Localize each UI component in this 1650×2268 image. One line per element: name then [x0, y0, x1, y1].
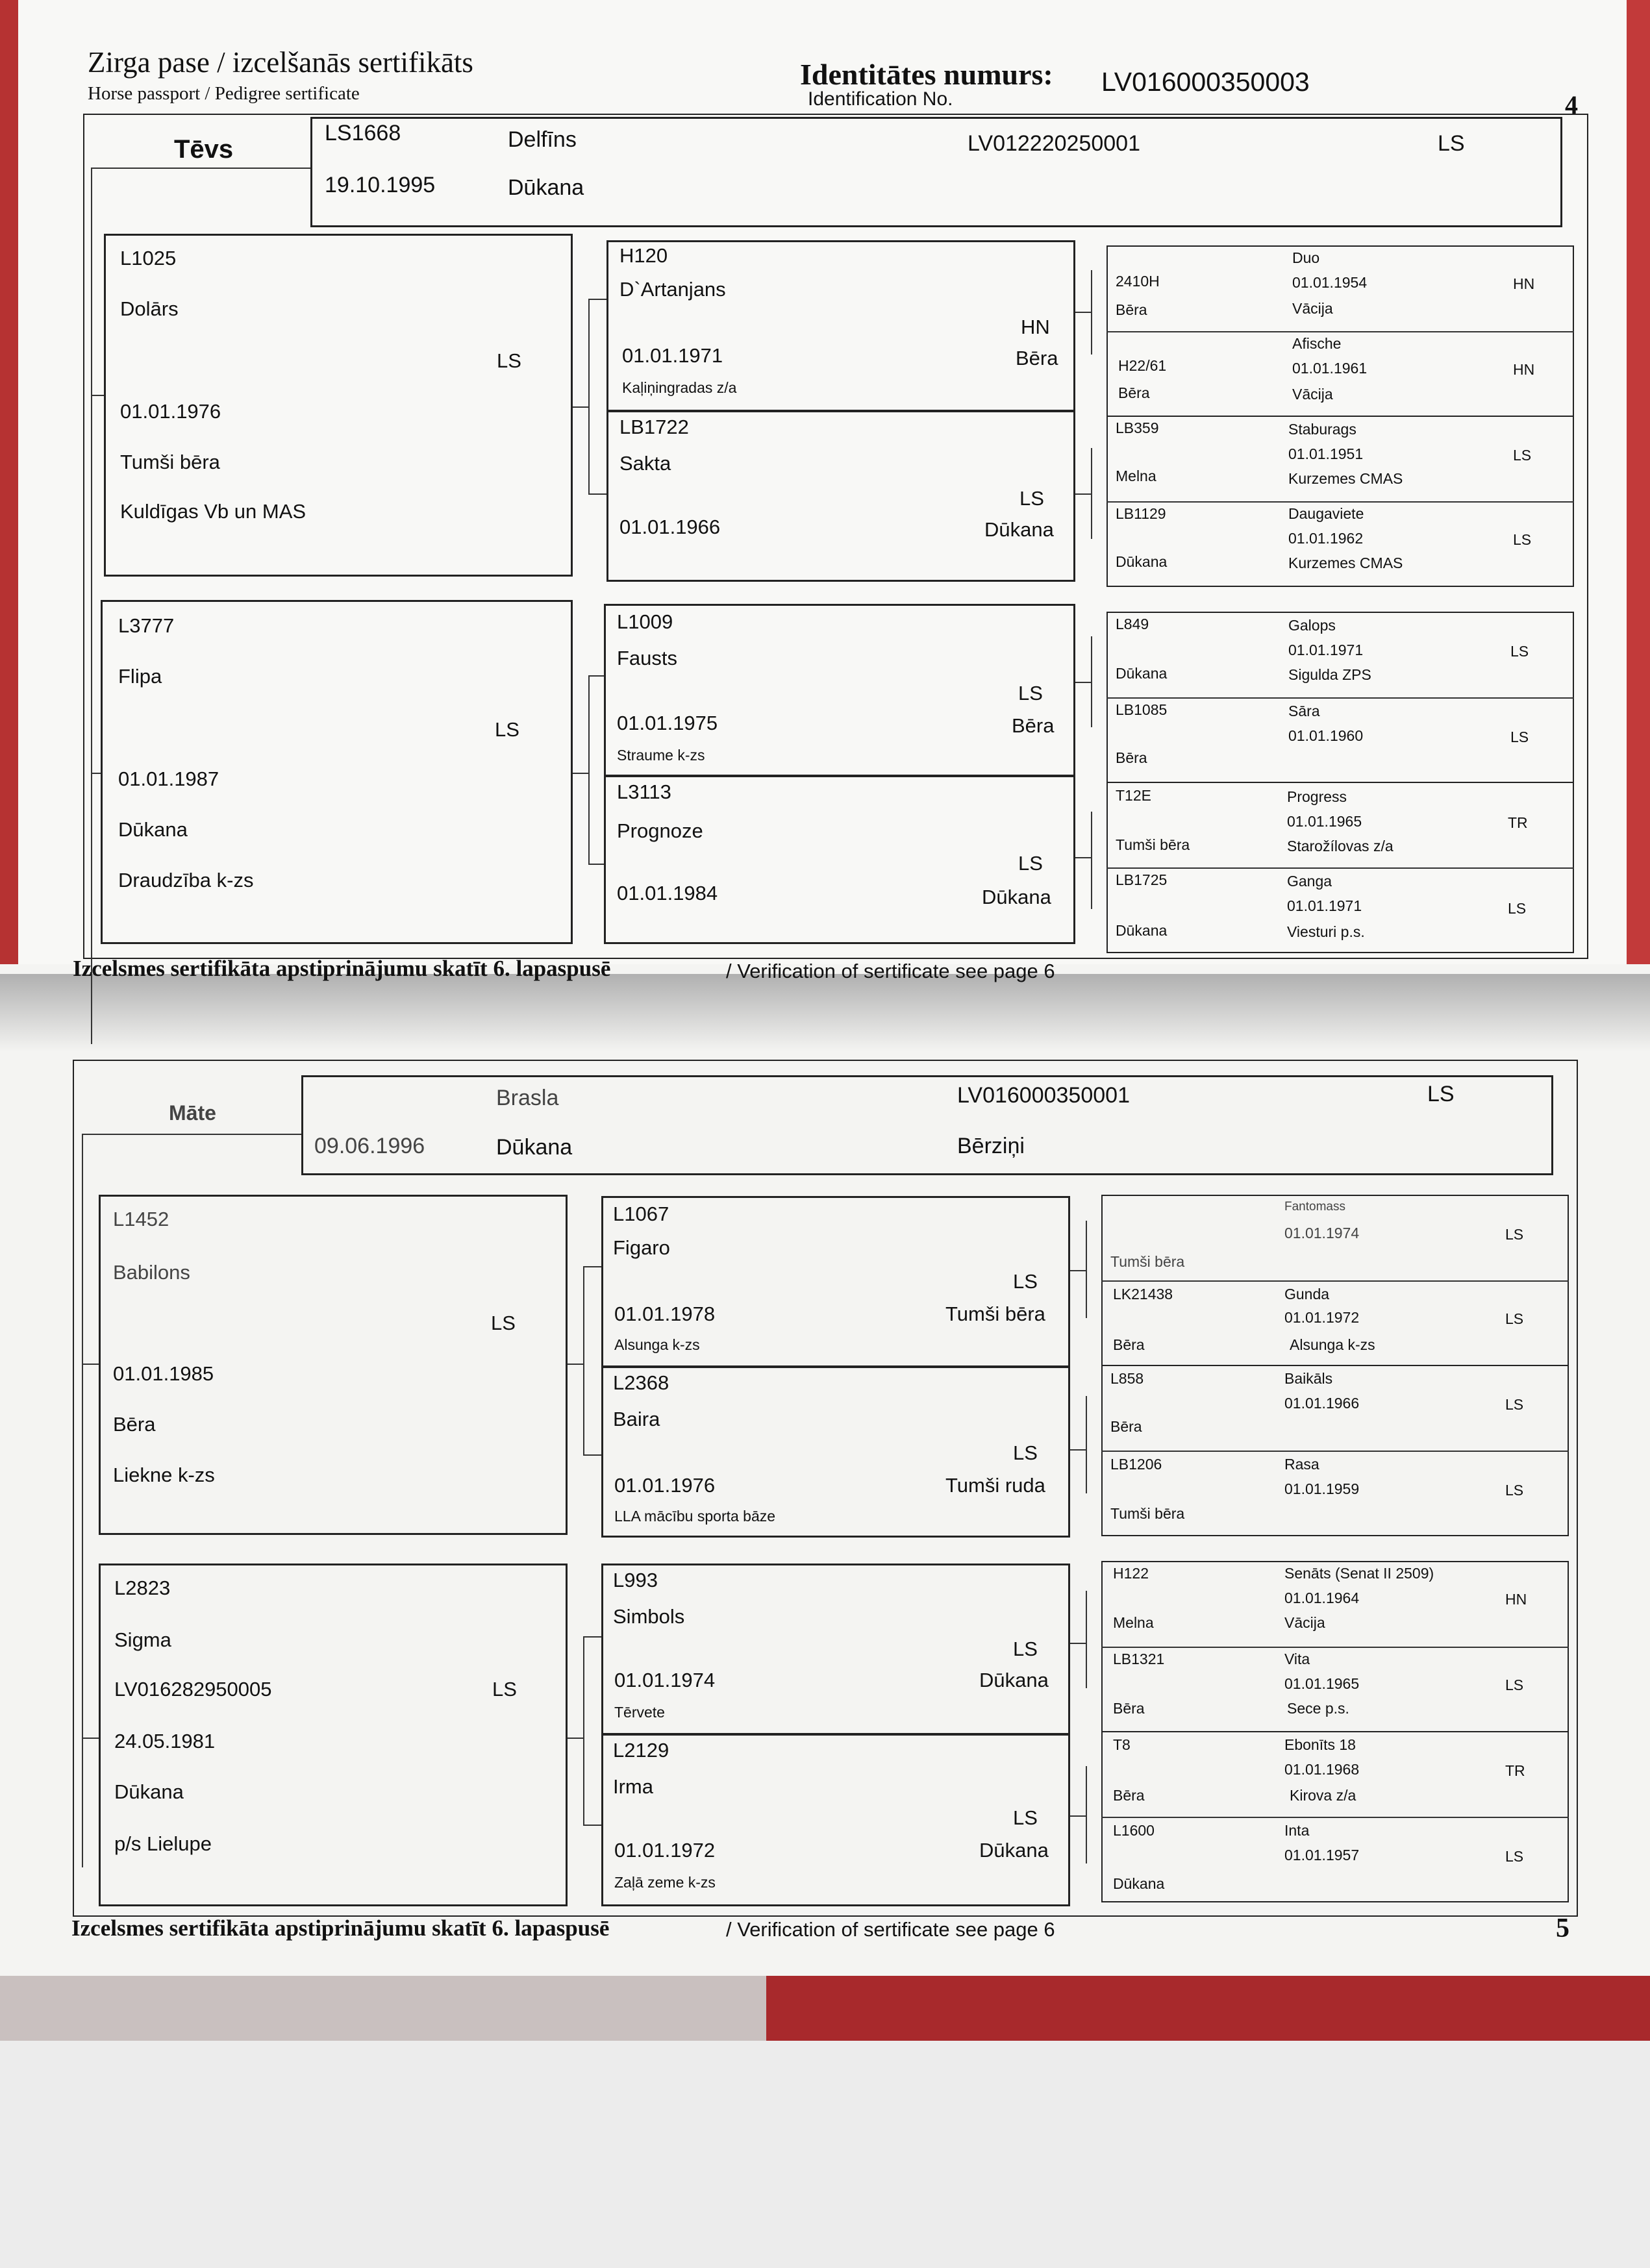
- connector: [91, 773, 101, 774]
- connector: [588, 864, 604, 865]
- gen3-dob: 01.01.1971: [622, 344, 723, 367]
- gen4-reg: LB1321: [1113, 1651, 1165, 1667]
- connector: [1091, 270, 1092, 355]
- divider: [1101, 1817, 1569, 1818]
- gen4-color: Bēra: [1113, 1336, 1145, 1353]
- divider: [1101, 1647, 1569, 1648]
- gen4-reg: LK21438: [1113, 1286, 1173, 1302]
- sire-box: [310, 117, 1562, 227]
- gen4-color: Melna: [1113, 1614, 1154, 1631]
- gen4-breeder: Kurzemes CMAS: [1288, 470, 1403, 487]
- connector: [1075, 493, 1091, 495]
- page-number-right: 5: [1556, 1913, 1569, 1943]
- gen3-reg: L993: [613, 1569, 658, 1591]
- gen4-dob: 01.01.1962: [1288, 530, 1364, 547]
- gen4-dob: 01.01.1965: [1284, 1675, 1360, 1692]
- connector: [1091, 448, 1092, 539]
- gen4-dob: 01.01.1974: [1284, 1225, 1360, 1241]
- gen3-studbook: LS: [1019, 487, 1044, 510]
- sire-sire-reg: L1025: [120, 247, 177, 269]
- gen4-dob: 01.01.1959: [1284, 1480, 1360, 1497]
- dam-sire-reg: L1452: [113, 1208, 169, 1230]
- connector: [1091, 812, 1092, 909]
- gen3-color: Dūkana: [979, 1839, 1049, 1862]
- gen3-name: Simbols: [613, 1605, 685, 1628]
- gen4-color: Bēra: [1110, 1418, 1142, 1435]
- gen4-breeder: Vācija: [1292, 300, 1333, 317]
- dam-dam-reg: L2823: [114, 1576, 171, 1599]
- cover-edge-left: [0, 0, 18, 964]
- gen4-dob: 01.01.1972: [1284, 1309, 1360, 1326]
- connector: [573, 773, 588, 774]
- connector: [1086, 1396, 1087, 1493]
- connector: [583, 1454, 601, 1456]
- gen4-name: Galops: [1288, 617, 1336, 634]
- gen3-reg: L1009: [617, 610, 673, 633]
- dam-sire-name: Babilons: [113, 1261, 190, 1284]
- gen4-name: Senāts (Senat II 2509): [1284, 1565, 1434, 1582]
- dam-sire-dob: 01.01.1985: [113, 1362, 214, 1385]
- gen4-name: Staburags: [1288, 421, 1356, 438]
- gen3-color: Bēra: [1012, 714, 1055, 737]
- gen4-breeder: Alsunga k-zs: [1290, 1336, 1375, 1353]
- divider: [1106, 867, 1574, 869]
- connector: [82, 1134, 303, 1135]
- dam-sire-breeder: Liekne k-zs: [113, 1464, 215, 1486]
- gen4-breeder: Viesturi p.s.: [1287, 923, 1365, 940]
- gen4-name: Baikāls: [1284, 1370, 1333, 1387]
- gen4-studbook: TR: [1508, 814, 1528, 831]
- dam-ueln: LV016000350001: [957, 1083, 1130, 1108]
- connector: [1086, 1221, 1087, 1318]
- gen3-breeder: Kaļiņingradas z/a: [622, 379, 737, 396]
- connector: [91, 168, 92, 1044]
- connector: [583, 1825, 601, 1826]
- connector: [82, 1364, 99, 1365]
- gen4-name: Duo: [1292, 249, 1320, 266]
- sire-sire-breeder: Kuldīgas Vb un MAS: [120, 500, 306, 523]
- gen4-studbook: HN: [1513, 275, 1535, 292]
- gen4-breeder: Kurzemes CMAS: [1288, 555, 1403, 571]
- sire-dam-color: Dūkana: [118, 818, 188, 841]
- gen4-studbook: LS: [1513, 531, 1532, 548]
- gen3-color: Bēra: [1016, 347, 1058, 369]
- gen3-color: Tumši ruda: [945, 1474, 1045, 1497]
- gen3-breeder: Tērvete: [614, 1704, 665, 1721]
- gen4-color: Bēra: [1118, 384, 1150, 401]
- gen4-reg: LB1129: [1116, 505, 1166, 522]
- gen4-reg: 2410H: [1116, 273, 1160, 290]
- connector: [1075, 682, 1091, 683]
- gen4-name: Sāra: [1288, 703, 1320, 719]
- page-number-left: 4: [1565, 90, 1578, 119]
- gen4-name: Ebonīts 18: [1284, 1736, 1356, 1753]
- gen3-name: Sakta: [619, 452, 671, 475]
- connector: [568, 1364, 583, 1365]
- dam-dam-breeder: p/s Lielupe: [114, 1832, 212, 1855]
- gen4-reg: L1600: [1113, 1822, 1155, 1839]
- gen3-reg: L3113: [617, 780, 671, 803]
- gen3-dob: 01.01.1978: [614, 1302, 716, 1325]
- gen4-breeder: Vācija: [1284, 1614, 1325, 1631]
- connector: [588, 675, 604, 677]
- dam-dam-studbook: LS: [492, 1678, 517, 1701]
- connector: [1075, 312, 1091, 313]
- sire-sire-studbook: LS: [497, 349, 521, 372]
- dam-name: Brasla: [496, 1086, 559, 1110]
- gen4-breeder: Kirova z/a: [1290, 1787, 1356, 1804]
- gen4-color: Melna: [1116, 467, 1156, 484]
- gen4-dob: 01.01.1965: [1287, 813, 1362, 830]
- dam-box: [301, 1075, 1553, 1175]
- sire-reg: LS1668: [325, 121, 401, 145]
- gen3-dob: 01.01.1966: [619, 516, 721, 538]
- footer-note-en: / Verification of sertificate see page 6: [726, 960, 1055, 982]
- gen4-reg: LB359: [1116, 419, 1159, 436]
- connector: [1086, 1766, 1087, 1863]
- gen3-reg: H120: [619, 244, 668, 267]
- connector: [1070, 1815, 1086, 1817]
- gen4-studbook: LS: [1505, 1848, 1524, 1865]
- gen4-name: Fantomass: [1284, 1200, 1345, 1214]
- sire-sire-color: Tumši bēra: [120, 451, 220, 473]
- divider: [1101, 1451, 1569, 1452]
- cover-bottom-light: [0, 1976, 766, 2041]
- gen3-studbook: LS: [1013, 1638, 1038, 1660]
- connector: [588, 299, 590, 493]
- gen3-name: Figaro: [613, 1236, 670, 1259]
- gen4-studbook: LS: [1505, 1396, 1524, 1413]
- gen3-breeder: Zaļā zeme k-zs: [614, 1874, 716, 1891]
- gen4-color: Bēra: [1113, 1700, 1145, 1717]
- gen4-studbook: LS: [1513, 447, 1532, 464]
- sire-dam-dob: 01.01.1987: [118, 767, 219, 790]
- gen3-name: Fausts: [617, 647, 678, 669]
- gen4-breeder: Sigulda ZPS: [1288, 666, 1371, 683]
- sire-dam-reg: L3777: [118, 614, 175, 637]
- gen4-studbook: LS: [1505, 1226, 1524, 1243]
- gen4-reg: H22/61: [1118, 357, 1167, 374]
- gen4-dob: 01.01.1971: [1287, 897, 1362, 914]
- gen4-dob: 01.01.1961: [1292, 360, 1368, 377]
- gen4-reg: L849: [1116, 616, 1149, 632]
- divider: [1101, 1280, 1569, 1282]
- gen4-dob: 01.01.1968: [1284, 1761, 1360, 1778]
- sire-name: Delfīns: [508, 127, 577, 152]
- gen3-box: [604, 775, 1075, 944]
- footer-note: Izcelsmes sertifikāta apstiprinājumu skatīt 6. lapaspusē: [71, 1915, 610, 1941]
- gen4-studbook: HN: [1505, 1591, 1527, 1608]
- gen3-color: Dūkana: [982, 886, 1051, 908]
- gen4-breeder: Sece p.s.: [1287, 1700, 1349, 1717]
- gen4-color: Tumši bēra: [1110, 1505, 1185, 1522]
- gen4-studbook: LS: [1508, 900, 1527, 917]
- gen3-name: D`Artanjans: [619, 278, 726, 301]
- sire-dam-breeder: Draudzība k-zs: [118, 869, 254, 891]
- gen4-dob: 01.01.1954: [1292, 274, 1368, 291]
- dam-dob: 09.06.1996: [314, 1134, 425, 1158]
- gen4-color: Bēra: [1116, 749, 1147, 766]
- gen4-color: Dūkana: [1113, 1875, 1165, 1892]
- gen3-dob: 01.01.1974: [614, 1669, 716, 1691]
- connector: [1075, 857, 1091, 858]
- gen4-reg: L858: [1110, 1370, 1144, 1387]
- sire-dob: 19.10.1995: [325, 173, 436, 197]
- connector: [583, 1266, 601, 1267]
- gen4-name: Afische: [1292, 335, 1342, 352]
- gen3-breeder: LLA mācību sporta bāze: [614, 1508, 776, 1525]
- gen4-breeder: Vācija: [1292, 386, 1333, 403]
- sire-dam-studbook: LS: [495, 718, 519, 741]
- gen4-color: Dūkana: [1116, 665, 1168, 682]
- gen4-studbook: HN: [1513, 361, 1535, 378]
- gen3-reg: L2129: [613, 1739, 669, 1762]
- gen3-breeder: Straume k-zs: [617, 747, 705, 764]
- connector: [568, 1738, 583, 1739]
- connector: [583, 1636, 584, 1825]
- gen3-studbook: HN: [1021, 316, 1050, 338]
- divider: [1106, 331, 1574, 332]
- divider: [1106, 501, 1574, 503]
- dam-dam-dob: 24.05.1981: [114, 1730, 216, 1752]
- gen4-color: Bēra: [1113, 1787, 1145, 1804]
- gen3-name: Baira: [613, 1408, 660, 1430]
- connector: [1070, 1449, 1086, 1451]
- gen4-breeder: Starožílovas z/a: [1287, 838, 1394, 854]
- gen3-color: Dūkana: [984, 518, 1054, 541]
- gen4-reg: LB1725: [1116, 871, 1168, 888]
- dam-color: Dūkana: [496, 1135, 573, 1160]
- gen3-studbook: LS: [1013, 1441, 1038, 1464]
- id-label-en: Identification No.: [808, 88, 953, 110]
- gen4-dob: 01.01.1960: [1288, 727, 1364, 744]
- gen4-studbook: LS: [1510, 729, 1529, 745]
- cover-edge-right: [1627, 0, 1650, 964]
- connector: [573, 406, 588, 408]
- connector: [588, 493, 606, 495]
- dam-studbook: LS: [1427, 1082, 1455, 1106]
- gen4-color: Bēra: [1116, 301, 1147, 318]
- dam-breeder: Bērziņi: [957, 1134, 1025, 1158]
- gen3-dob: 01.01.1975: [617, 712, 718, 734]
- page-subtitle: Horse passport / Pedigree sertificate: [88, 83, 360, 104]
- connector: [1070, 1270, 1086, 1271]
- dam-sire-color: Bēra: [113, 1413, 156, 1436]
- connector: [583, 1266, 584, 1454]
- id-label: Identitātes numurs:: [800, 58, 1053, 91]
- dam-dam-ueln: LV016282950005: [114, 1678, 272, 1701]
- gen3-studbook: LS: [1018, 682, 1043, 704]
- gen3-color: Tumši bēra: [945, 1302, 1045, 1325]
- connector: [583, 1636, 601, 1638]
- gen3-dob: 01.01.1976: [614, 1474, 716, 1497]
- connector: [1086, 1591, 1087, 1688]
- gen4-name: Ganga: [1287, 873, 1332, 890]
- gen4-studbook: LS: [1510, 643, 1529, 660]
- gen4-name: Inta: [1284, 1822, 1310, 1839]
- connector: [588, 299, 606, 300]
- gen4-reg: T8: [1113, 1736, 1131, 1753]
- gen4-reg: H122: [1113, 1565, 1149, 1582]
- gen4-reg: LB1206: [1110, 1456, 1162, 1473]
- gen3-reg: L1067: [613, 1203, 669, 1225]
- sire-color: Dūkana: [508, 175, 584, 200]
- sire-sire-name: Dolārs: [120, 297, 179, 320]
- gen4-dob: 01.01.1964: [1284, 1589, 1360, 1606]
- gen4-name: Progress: [1287, 788, 1347, 805]
- id-number: LV016000350003: [1101, 67, 1310, 97]
- gen4-reg: T12E: [1116, 787, 1151, 804]
- gen4-dob: 01.01.1971: [1288, 642, 1364, 658]
- sire-sire-dob: 01.01.1976: [120, 400, 221, 423]
- dam-dam-color: Dūkana: [114, 1780, 184, 1803]
- footer-note: Izcelsmes sertifikāta apstiprinājumu skatīt 6. lapaspusē: [73, 956, 611, 981]
- divider: [1106, 697, 1574, 699]
- sire-dam-name: Flipa: [118, 665, 162, 688]
- page-title: Zirga pase / izcelšanās sertifikāts: [88, 46, 473, 79]
- gen3-breeder: Alsunga k-zs: [614, 1336, 700, 1353]
- gen3-color: Dūkana: [979, 1669, 1049, 1691]
- gen4-name: Gunda: [1284, 1286, 1330, 1302]
- connector: [1070, 1643, 1086, 1644]
- gen3-name: Irma: [613, 1775, 653, 1798]
- dam-sire-studbook: LS: [491, 1312, 516, 1334]
- gen3-reg: LB1722: [619, 416, 689, 438]
- gen4-color: Dūkana: [1116, 922, 1168, 939]
- sire-ueln: LV012220250001: [968, 131, 1140, 156]
- gen3-studbook: LS: [1013, 1270, 1038, 1293]
- dam-label: Māte: [169, 1101, 216, 1125]
- gen3-name: Prognoze: [617, 819, 703, 842]
- gen3-dob: 01.01.1972: [614, 1839, 716, 1862]
- gen4-color: Dūkana: [1116, 553, 1168, 570]
- gen4-dob: 01.01.1957: [1284, 1847, 1360, 1863]
- gen4-dob: 01.01.1966: [1284, 1395, 1360, 1412]
- footer-note-en: / Verification of sertificate see page 6: [726, 1918, 1055, 1941]
- gen3-studbook: LS: [1013, 1806, 1038, 1829]
- gen3-reg: L2368: [613, 1371, 669, 1394]
- gen4-name: Daugaviete: [1288, 505, 1364, 522]
- gen4-reg: LB1085: [1116, 701, 1168, 718]
- connector: [1091, 636, 1092, 727]
- gen4-name: Vita: [1284, 1651, 1310, 1667]
- gen4-name: Rasa: [1284, 1456, 1319, 1473]
- page-fold-shadow: [0, 974, 1650, 1052]
- gen4-color: Tumši bēra: [1110, 1253, 1185, 1270]
- dam-dam-name: Sigma: [114, 1628, 171, 1651]
- connector: [82, 1738, 99, 1739]
- gen4-dob: 01.01.1951: [1288, 445, 1364, 462]
- connector: [91, 395, 104, 396]
- connector: [588, 675, 590, 864]
- sire-label: Tēvs: [174, 135, 234, 164]
- gen4-studbook: LS: [1505, 1482, 1524, 1499]
- gen4-color: Tumši bēra: [1116, 836, 1190, 853]
- sire-studbook: LS: [1438, 131, 1465, 156]
- gen4-studbook: LS: [1505, 1310, 1524, 1327]
- gen4-studbook: TR: [1505, 1762, 1525, 1779]
- gen3-studbook: LS: [1018, 852, 1043, 875]
- connector: [82, 1134, 83, 1867]
- gen3-box: [601, 1564, 1070, 1735]
- connector: [91, 168, 312, 169]
- gen4-studbook: LS: [1505, 1676, 1524, 1693]
- gen3-dob: 01.01.1984: [617, 882, 718, 904]
